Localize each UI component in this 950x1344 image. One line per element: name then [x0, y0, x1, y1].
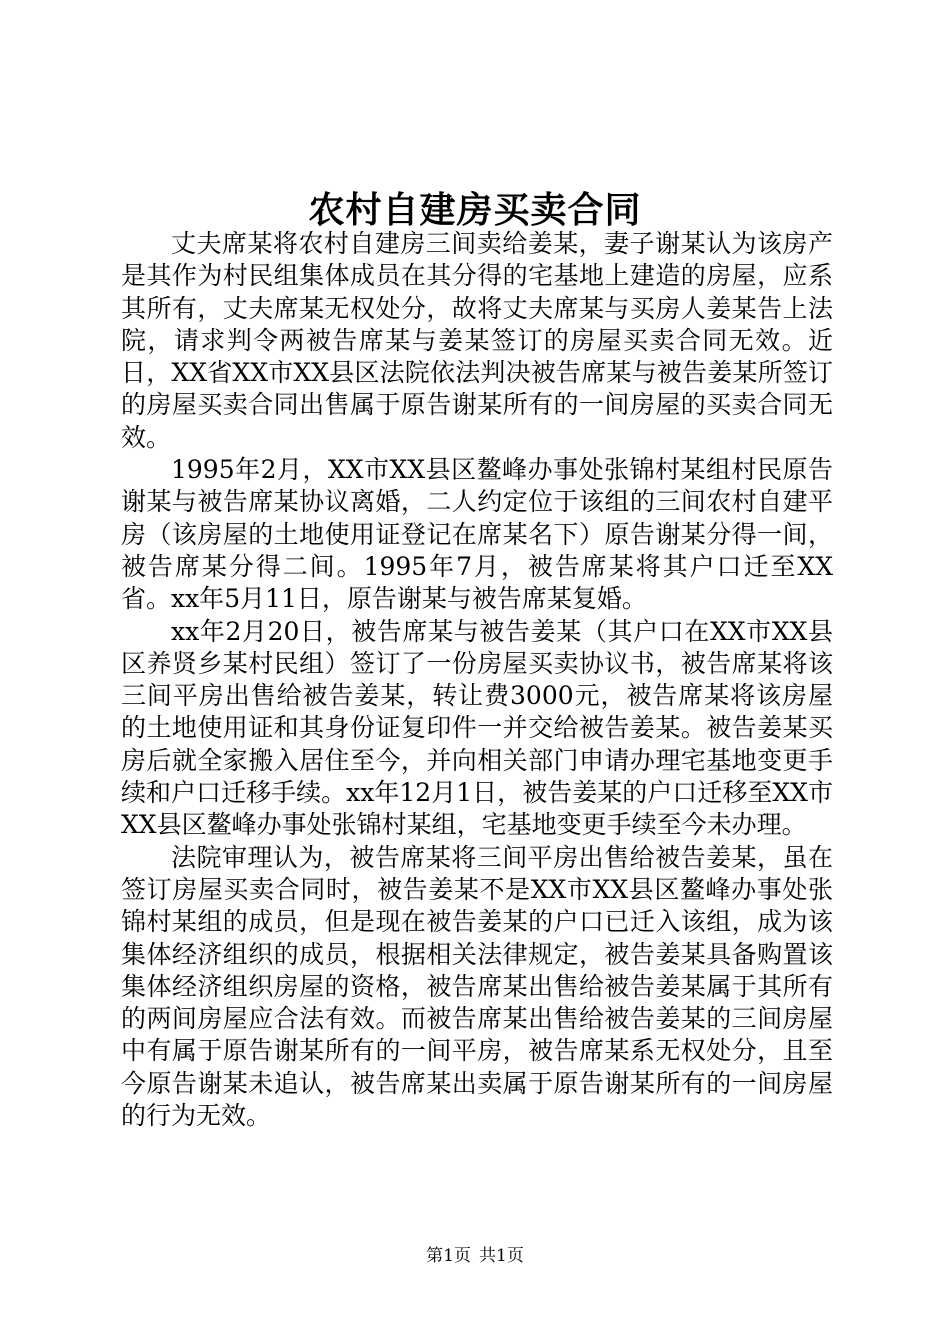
document-body — [121, 228, 833, 1132]
paragraph-3: xx年2月20日，被告席某与被告姜某（其户口在XX市XX县区养贤乡某村民组）签订了一份房屋买卖协议书，被告席某将该三间平房出售给被告姜某，转让费3000元，被告席某将该房屋的土地使用证和其身份证复印件一并交给被告姜某。被告姜某买房后就全家搬入居住至今，并向相关部门申请办理宅基地变更手续和户口迁移手续。xx年12月1日，被告姜某的户口迁移至XX市XX县区鳌峰办事处张锦村某组，宅基地变更手续至今未办理。 — [121, 616, 833, 840]
page-footer — [0, 1244, 950, 1268]
page-number-total: 共1页 — [479, 1246, 524, 1266]
paragraph-1: 丈夫席某将农村自建房三间卖给姜某，妻子谢某认为该房产是其作为村民组集体成员在其分得的宅基地上建造的房屋，应系其所有，丈夫席某无权处分，故将丈夫席某与买房人姜某告上法院，请求判令两被告席某与姜某签订的房屋买卖合同无效。近日，XX省XX市XX县区法院依法判决被告席某与被告姜某所签订的房屋买卖合同出售属于原告谢某所有的一间房屋的买卖合同无效。 — [121, 229, 833, 452]
page-number-current: 第1页 — [426, 1246, 471, 1266]
paragraph-4: 法院审理认为，被告席某将三间平房出售给被告姜某，虽在签订房屋买卖合同时，被告姜某不是XX市XX县区鳌峰办事处张锦村某组的成员，但是现在被告姜某的户口已迁入该组，成为该集体经济组织的成员，根据相关法律规定，被告姜某具备购置该集体经济组织房屋的资格，被告席某出售给被告姜某属于其所有的两间房屋应合法有效。而被告席某出售给被告姜某的三间房屋中有属于原告谢某所有的一间平房，被告席某系无权处分，且至今原告谢某未追认，被告席某出卖属于原告谢某所有的一间房屋的行为无效。 — [121, 842, 833, 1131]
document-title: 农村自建房买卖合同 — [308, 189, 642, 231]
paragraph-2: 1995年2月，XX市XX县区鳌峰办事处张锦村某组村民原告谢某与被告席某协议离婚，二人约定位于该组的三间农村自建平房（该房屋的土地使用证登记在席某名下）原告谢某分得一间，被告席某分得二间。1995年7月，被告席某将其户口迁至XX省。xx年5月11日，原告谢某与被告席某复婚。 — [121, 455, 833, 614]
